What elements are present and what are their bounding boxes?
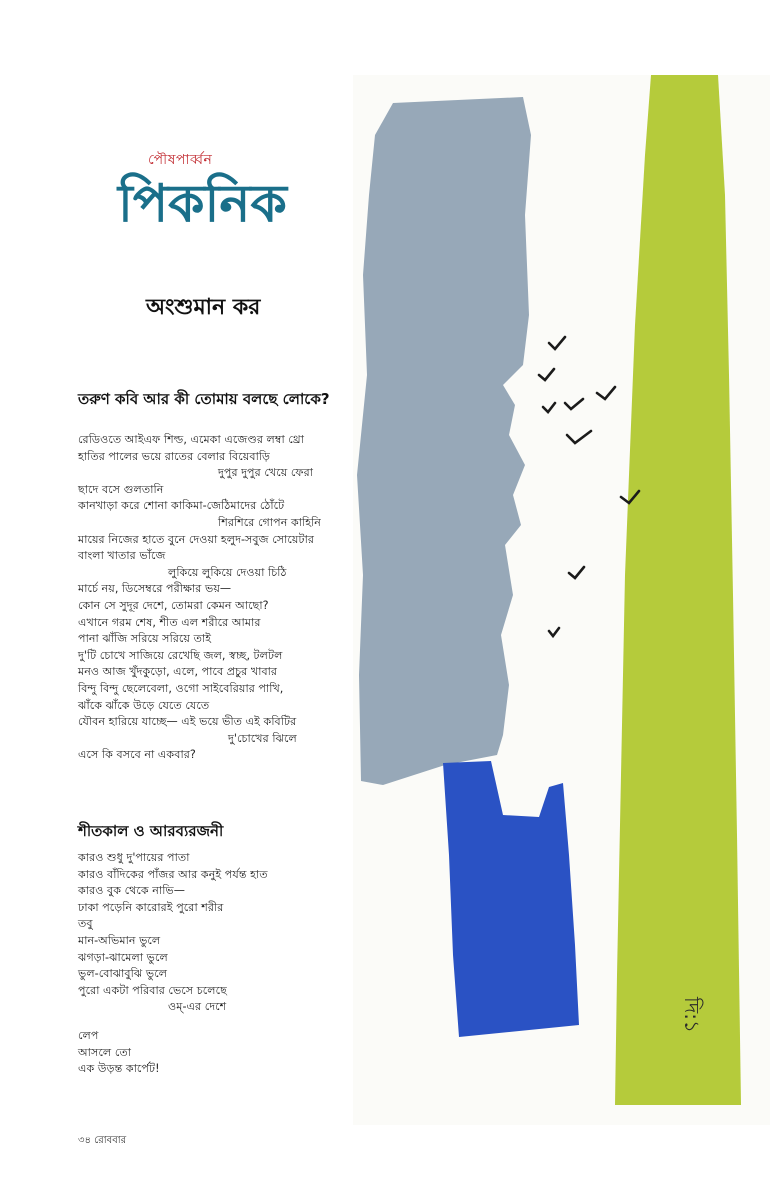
poem1-line: বিন্দু বিন্দু ছেলেবেলা, ওগো সাইবেরিয়ার পাখি, xyxy=(78,681,284,695)
poem1-line: লুকিয়ে লুকিয়ে দেওয়া চিঠি xyxy=(168,565,287,579)
poem1-line: রেডিওতে আইএফ শিল্ড, এমেকা এজেণ্ডর লম্বা থ্রো xyxy=(78,433,305,446)
poem2-title: শীতকাল ও আরব্যরজনী xyxy=(78,822,224,840)
page-footer: ৩৪ রোববার xyxy=(78,1135,127,1146)
poem1-line: পানা ঝাঁজি সরিয়ে সরিয়ে তাই xyxy=(78,632,212,646)
poem2-line: পুরো একটা পরিবার ভেসে চলেছে xyxy=(78,983,227,997)
poem1-body xyxy=(78,432,353,764)
poem2-line: তবু xyxy=(78,917,93,931)
poem1-line: ছাদে বসে গুলতানি xyxy=(78,482,164,496)
author-name: অংশুমান কর xyxy=(146,295,261,320)
poem1-line: শিরশিরে গোপন কাহিনি xyxy=(218,515,321,529)
poem2-line: কারও বাঁদিকের পাঁজর আর কনুই পর্যন্ত হাত xyxy=(78,867,268,881)
poem2-line: মান-অভিমান ভুলে xyxy=(78,933,161,947)
page-title: পিকনিক xyxy=(118,174,287,234)
poem1-title: তরুণ কবি আর কী তোমায় বলছে লোকে? xyxy=(78,390,330,408)
grey-paper-strip xyxy=(357,97,531,785)
poem2-line: ওম্-এর দেশে xyxy=(168,1000,227,1014)
poem1-line: ঝাঁকে ঝাঁকে উড়ে যেতে যেতে xyxy=(78,698,210,712)
poem2-line: এক উড়ন্ত কার্পেট! xyxy=(78,1062,160,1076)
poem1-line: বাংলা খাতার ভাঁজে xyxy=(78,549,166,563)
poem1-line: মার্চে নয়, ডিসেম্বরে পরীক্ষার ভয়— xyxy=(78,582,232,596)
poem1-line: মায়ের নিজের হাতে বুনে দেওয়া হলুদ-সবুজ সোয়েটার xyxy=(78,532,314,546)
text-column xyxy=(0,0,350,1197)
poem2-line: কারও বুক থেকে নাভি— xyxy=(78,884,185,898)
poem1-line: যৌবন হারিয়ে যাচ্ছে— এই ভয়ে ভীত এই কবিটির xyxy=(78,715,297,729)
poem2-line: কারও শুধু দু'পায়ের পাতা xyxy=(78,851,190,864)
poem1-line: কোন সে সুদূর দেশে, তোমরা কেমন আছো? xyxy=(78,598,269,612)
poem2-line: আসলে তো xyxy=(78,1045,132,1059)
poem1-line: মনও আজ খুঁদকুড়ো, এলে, পাবে প্রচুর খাবার xyxy=(78,665,278,679)
poem2-line xyxy=(78,1016,353,1028)
section-tag: পৌষপাৰ্ব্বন xyxy=(148,152,213,168)
poem2-body xyxy=(78,850,353,1078)
poem1-line: কানখাড়া করে শোনা কাকিমা-জেঠিমাদের ঠোঁটে xyxy=(78,499,285,513)
poem1-line: হাতির পালের ভয়ে রাতের বেলার বিয়েবাড়ি xyxy=(78,449,271,463)
poem2-line: ঢাকা পড়েনি কারোরই পুরো শরীর xyxy=(78,900,224,914)
poem1-line: দু'চোখের ঝিলে xyxy=(228,731,297,745)
poem2-line: ঝগড়া-ঝামেলা ভুলে xyxy=(78,950,168,964)
poem1-line: এসে কি বসবে না একবার? xyxy=(78,748,196,762)
poem1-line: দু'টি চোখে সাজিয়ে রেখেছি জল, স্বচ্ছ, টলটল xyxy=(78,648,283,662)
artist-signature: দি:১ xyxy=(680,997,704,1033)
collage-svg xyxy=(353,75,770,1125)
poem2-line: লেপ xyxy=(78,1028,99,1042)
collage-artwork xyxy=(353,75,770,1125)
poem1-line: এখানে গরম শেষ, শীত এল শরীরে আমার xyxy=(78,615,261,629)
poem2-line: ভুল-বোঝাবুঝি ভুলে xyxy=(78,967,168,981)
poem1-line: দুপুর দুপুর খেয়ে ফেরা xyxy=(218,466,314,480)
